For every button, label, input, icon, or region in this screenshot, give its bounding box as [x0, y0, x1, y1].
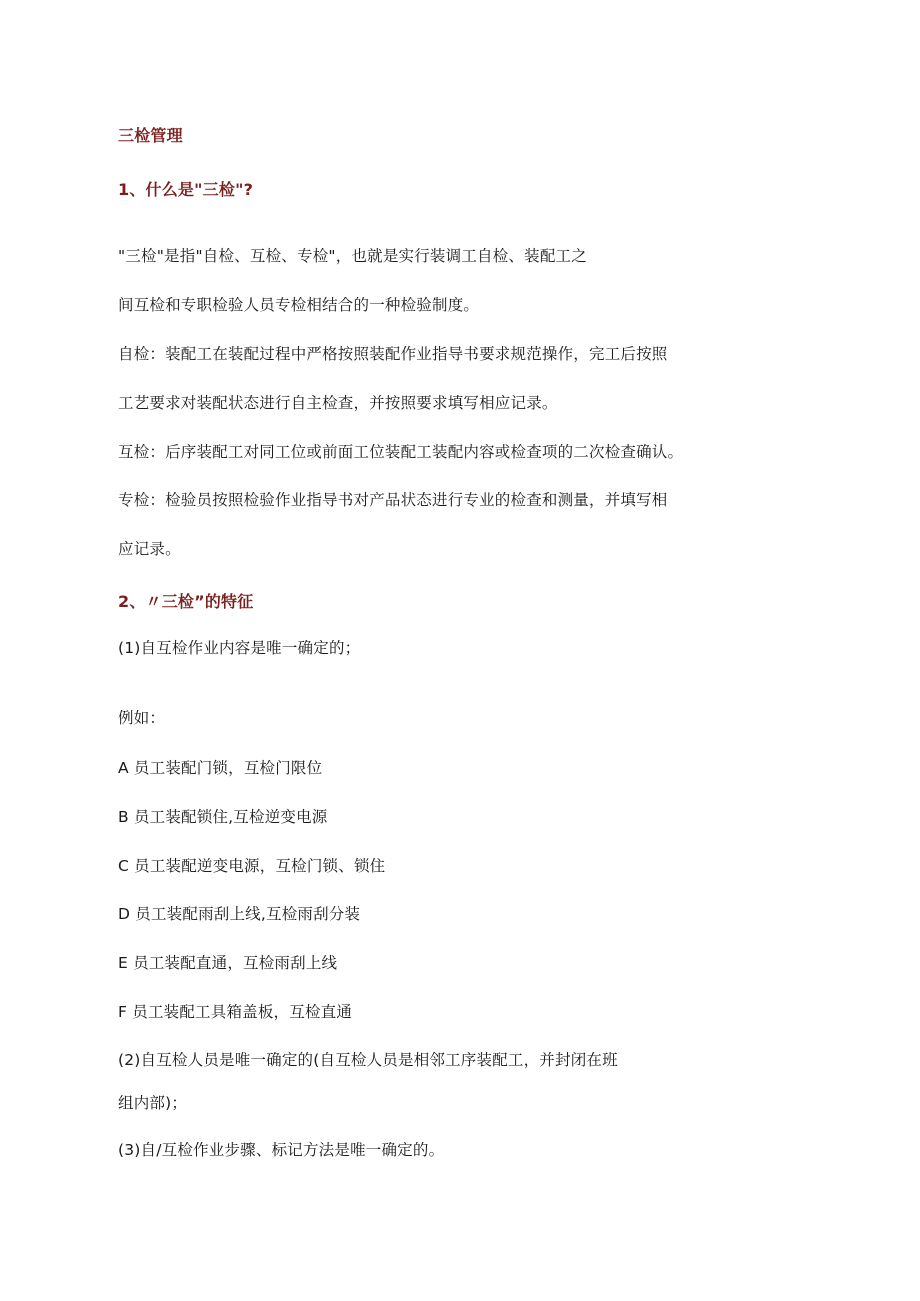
- section-1-paragraph: 应记录。: [118, 540, 181, 558]
- section-1-paragraph: 工艺要求对装配状态进行自主检查，并按照要求填写相应记录。: [118, 394, 558, 412]
- section-2-heading: 2、〃三检”的特征: [118, 592, 254, 611]
- feature-item-3: (3)自/互检作业步骤、标记方法是唯一确定的。: [118, 1141, 445, 1159]
- example-item: B 员工装配锁住,互检逆变电源: [118, 808, 328, 826]
- example-item: D 员工装配雨刮上线,互检雨刮分装: [118, 905, 361, 923]
- section-1-paragraph: 互检：后序装配工对同工位或前面工位装配工装配内容或检查项的二次检查确认。: [118, 443, 684, 461]
- document-title: 三检管理: [118, 126, 183, 145]
- feature-item-1: (1)自互检作业内容是唯一确定的；: [118, 639, 361, 657]
- example-item: C 员工装配逆变电源，互检门锁、锁住: [118, 857, 386, 875]
- section-1-paragraph: 专检：检验员按照检验作业指导书对产品状态进行专业的检查和测量，并填写相: [118, 491, 668, 509]
- feature-item-2: (2)自互检人员是唯一确定的(自互检人员是相邻工序装配工，并封闭在班: [118, 1051, 618, 1069]
- example-item: A 员工装配门锁，互检门限位: [118, 759, 323, 777]
- example-item: E 员工装配直通，互检雨刮上线: [118, 954, 338, 972]
- section-1-paragraph: "三检"是指"自检、互检、专检"，也就是实行装调工自检、装配工之: [118, 247, 587, 265]
- example-label: 例如：: [118, 709, 166, 727]
- section-1-paragraph: 间互检和专职检验人员专检相结合的一种检验制度。: [118, 296, 480, 314]
- section-1-paragraph: 自检：装配工在装配过程中严格按照装配作业指导书要求规范操作，完工后按照: [118, 345, 668, 363]
- feature-item-2-continued: 组内部)；: [118, 1094, 188, 1112]
- section-1-heading: 1、什么是"三检"?: [118, 180, 254, 199]
- example-item: F 员工装配工具箱盖板，互检直通: [118, 1003, 353, 1021]
